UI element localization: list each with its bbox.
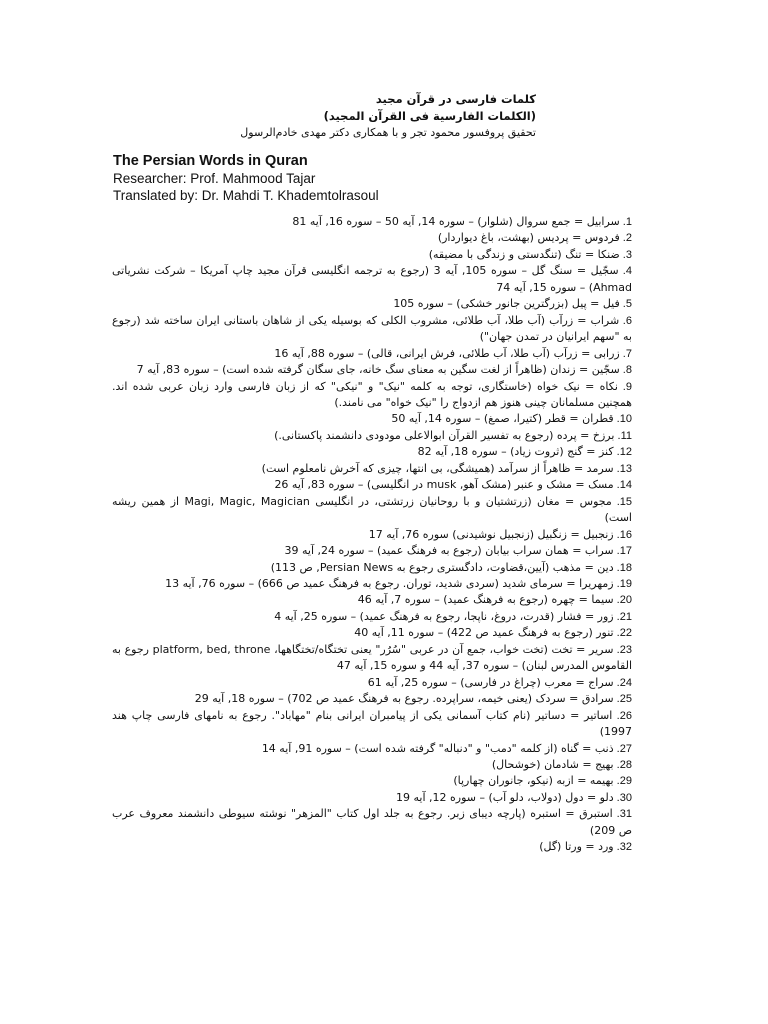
list-item (112, 461, 632, 477)
list-item-text: سرادق = سردک (یعنی خیمه، سراپرده. رجوع به فرهنگ عمید ص 702) – سوره 18, آیه 29 (194, 692, 614, 706)
list-item-number: 11. (614, 429, 632, 442)
list-item (112, 428, 632, 444)
list-item-number: 17. (613, 545, 632, 558)
list-item (112, 773, 632, 789)
list-item-text: سرمد = ظاهراً از سرآمد (همیشگی، بی انتها، چیزی که آخرش نامعلوم است) (261, 461, 614, 475)
list-item-text: زرابی = زرآب (آب طلا، آب طلائی، فرش ایرانی، قالی) – سوره 88, آیه 16 (274, 346, 620, 360)
list-item (112, 214, 632, 230)
arabic-subtitle: (الکلمات الفارسیة فی القرآن المجید) (323, 109, 536, 123)
list-item-text: نکاه = نیک خواه (خاستگاری، توجه به کلمه "نیک" و "نیکی" که از زبان فارسی وارد زبان عربی شده اند. همچنین مسلمانان چینی هنوز هم ازدواج را "نیک خواه" می نامند.) (112, 379, 632, 409)
list-item (112, 263, 632, 296)
list-item (112, 609, 632, 625)
list-item-number: 29. (613, 775, 632, 788)
list-item (112, 839, 632, 855)
list-item-number: 23. (613, 643, 632, 656)
list-item-text: بهیمه = ازبه (نیکو، جانوران چهارپا) (453, 774, 614, 788)
list-item-text: فیل = پیل (بزرگترین جانور خشکی) – سوره 105 (393, 297, 620, 311)
list-item-text: زنجبیل = زنگبیل (زنجبیل نوشیدنی) سوره 76, آیه 17 (368, 527, 614, 541)
list-item (112, 806, 632, 839)
list-item-number: 24. (613, 676, 632, 689)
list-item (112, 527, 632, 543)
list-item-text: سراب = همان سراب بیابان (رجوع به فرهنگ عمید) – سوره 24, آیه 39 (284, 544, 614, 558)
list-item-text: فردوس = پردیس (بهشت، باغ دیواردار) (437, 231, 620, 245)
list-item (112, 296, 632, 312)
list-item (112, 477, 632, 493)
list-item-number: 26. (612, 709, 632, 722)
list-item-number: 4. (618, 265, 632, 278)
list-item (112, 346, 632, 362)
list-item-number: 14. (613, 479, 632, 492)
list-item (112, 379, 632, 412)
list-item-text: تنور (رجوع به فرهنگ عمید ص 422) – سوره 11, آیه 40 (354, 626, 614, 640)
list-item (112, 757, 632, 773)
list-item (112, 675, 632, 691)
list-item-text: سریر = تخت (تخت خواب، جمع آن در عربی "سُرُر" یعنی تختگاه/تختگاهها، platform, bed, throne رجوع به القاموس المدرس لبنان) – سوره 37, آیه 44 و سوره 15, آیه 47 (112, 642, 632, 673)
english-translator: Translated by: Dr. Mahdi T. Khademtolrasoul (113, 188, 379, 203)
list-item-number: 13. (613, 462, 632, 475)
list-item-number: 22. (613, 627, 632, 640)
list-item-number: 8. (619, 364, 632, 377)
list-item-text: دلو = دول (دولاب، دلو آب) – سوره 12, آیه 19 (395, 790, 614, 804)
list-item-text: ورد = ورتا (گل) (539, 840, 614, 854)
list-item-text: استبرق = استبره (پارچه دیبای زبر. رجوع به جلد اول کتاب "المزهر" نوشته سیوطی دانشمند معروف عرب ص 209) (112, 807, 632, 837)
list-item-text: شراب = زرآب (آب طلا، آب طلائی، مشروب الکلی که بوسیله یکی از شاهان باستانی ایران ساخته شد (رجوع به "سهم ایرانیان در تمدن جهان") (112, 313, 632, 344)
persian-title: کلمات فارسی در قرآن مجید (375, 92, 536, 106)
list-item-text: مسک = مشک و عنبر (مشک آهو, musk در انگلیسی) – سوره 83, آیه 26 (274, 478, 614, 492)
list-item-text: سرابیل = جمع سروال (شلوار) – سوره 14, آیه 50 – سوره 16, آیه 81 (292, 215, 620, 228)
list-item-text: ذنب = گناه (از کلمه "دمب" و "دنباله" گرفته شده است) – سوره 91, آیه 14 (261, 741, 614, 755)
english-researcher: Researcher: Prof. Mahmood Tajar (113, 171, 316, 186)
list-item-number: 3. (619, 248, 632, 261)
list-item-text: سجّیل = سنگ گل – سوره 105, آیه 3 (رجوع به ترجمه انگلیسی قرآن مجید چاپ آمریکا – شرکت نشریاتی Ahmad) – سوره 15, آیه 74 (112, 264, 632, 294)
list-item-number: 7. (619, 347, 632, 360)
list-item (112, 592, 632, 608)
list-item-number: 1. (619, 216, 632, 228)
list-item (112, 708, 632, 741)
persian-researcher-line: تحقیق پروفسور محمود تجر و با همکاری دکتر مهدی خادم‌الرسول (240, 126, 536, 139)
list-item-number: 12. (613, 446, 632, 459)
list-item-text: زور = فشار (قدرت، دروغ، ناپجا، رجوع به فرهنگ عمید) – سوره 25, آیه 4 (274, 609, 614, 623)
list-item-number: 28. (613, 758, 632, 771)
list-item (112, 313, 632, 346)
list-item (112, 494, 632, 527)
list-item-number: 2. (619, 232, 632, 245)
list-item-number: 18. (613, 561, 632, 574)
list-item-number: 10. (613, 413, 632, 426)
list-item-number: 16. (613, 528, 632, 541)
list-item (112, 642, 632, 675)
list-item-number: 25. (613, 693, 632, 706)
list-item-number: 9. (617, 380, 632, 393)
list-item-number: 19. (613, 577, 632, 590)
list-item-text: سجّین = زندان (ظاهراً از لغت سگین به معنای سگ خانه، جای سگان گرفته شده است) – سوره 83, آیه 7 (136, 363, 620, 377)
list-item-text: کنز = گنج (ثروت زیاد) – سوره 18, آیه 82 (417, 445, 614, 459)
list-item-text: دین = مذهب (آیین،قضاوت، دادگستری رجوع به Persian News, ص 113) (270, 560, 614, 574)
list-item (112, 230, 632, 246)
list-item-number: 15. (611, 495, 632, 508)
english-title: The Persian Words in Quran (113, 153, 308, 169)
list-item-number: 27. (613, 742, 632, 755)
list-item (112, 444, 632, 460)
list-item-text: برزخ = پرده (رجوع به تفسیر القرآن ابوالاعلی مودودی دانشمند پاکستانی.) (274, 428, 615, 442)
list-item-text: سیما = چهره (رجوع به فرهنگ عمید) – سوره 7, آیه 46 (357, 593, 614, 607)
list-item (112, 625, 632, 641)
list-item (112, 560, 632, 576)
list-item-text: سراج = معرب (چراغ در فارسی) – سوره 25, آیه 61 (367, 675, 614, 689)
list-item (112, 576, 632, 592)
list-item-number: 21. (613, 610, 632, 623)
list-item-text: ضنکا = تنگ (تنگدستی و زندگی با مضیقه) (428, 247, 620, 261)
list-item (112, 741, 632, 757)
list-item (112, 411, 632, 427)
list-item-number: 6. (619, 314, 632, 327)
list-item (112, 362, 632, 378)
list-item-number: 5. (619, 298, 632, 311)
list-item-number: 32. (613, 841, 632, 854)
list-item-text: مجوس = مغان (زرتشتیان و با روحانیان زرتشتی، در انگلیسی Magi, Magic, Magician از همین ریشه است) (112, 494, 632, 525)
list-item-text: اساتیر = دساتیر (نام کتاب آسمانی یکی از پیامبران ایرانی بنام "مهاباد". رجوع به نامهای فارسی چاپ هند 1997) (112, 708, 632, 739)
list-item-number: 31. (612, 808, 632, 821)
list-item (112, 790, 632, 806)
list-item-text: قطران = قطر (کتیرا، صمغ) – سوره 14, آیه 50 (391, 412, 614, 426)
list-item-number: 30. (613, 791, 632, 804)
list-item-text: بهیج = شادمان (خوشحال) (491, 757, 614, 771)
list-item (112, 247, 632, 263)
list-item-text: زمهریرا = سرمای شدید (سردی شدید، توران. رجوع به فرهنگ عمید ص 666) – سوره 76, آیه 13 (165, 576, 614, 590)
list-item (112, 543, 632, 559)
english-header (113, 152, 379, 204)
list-item (112, 691, 632, 707)
word-list (112, 214, 632, 856)
list-item-number: 20. (613, 594, 632, 607)
